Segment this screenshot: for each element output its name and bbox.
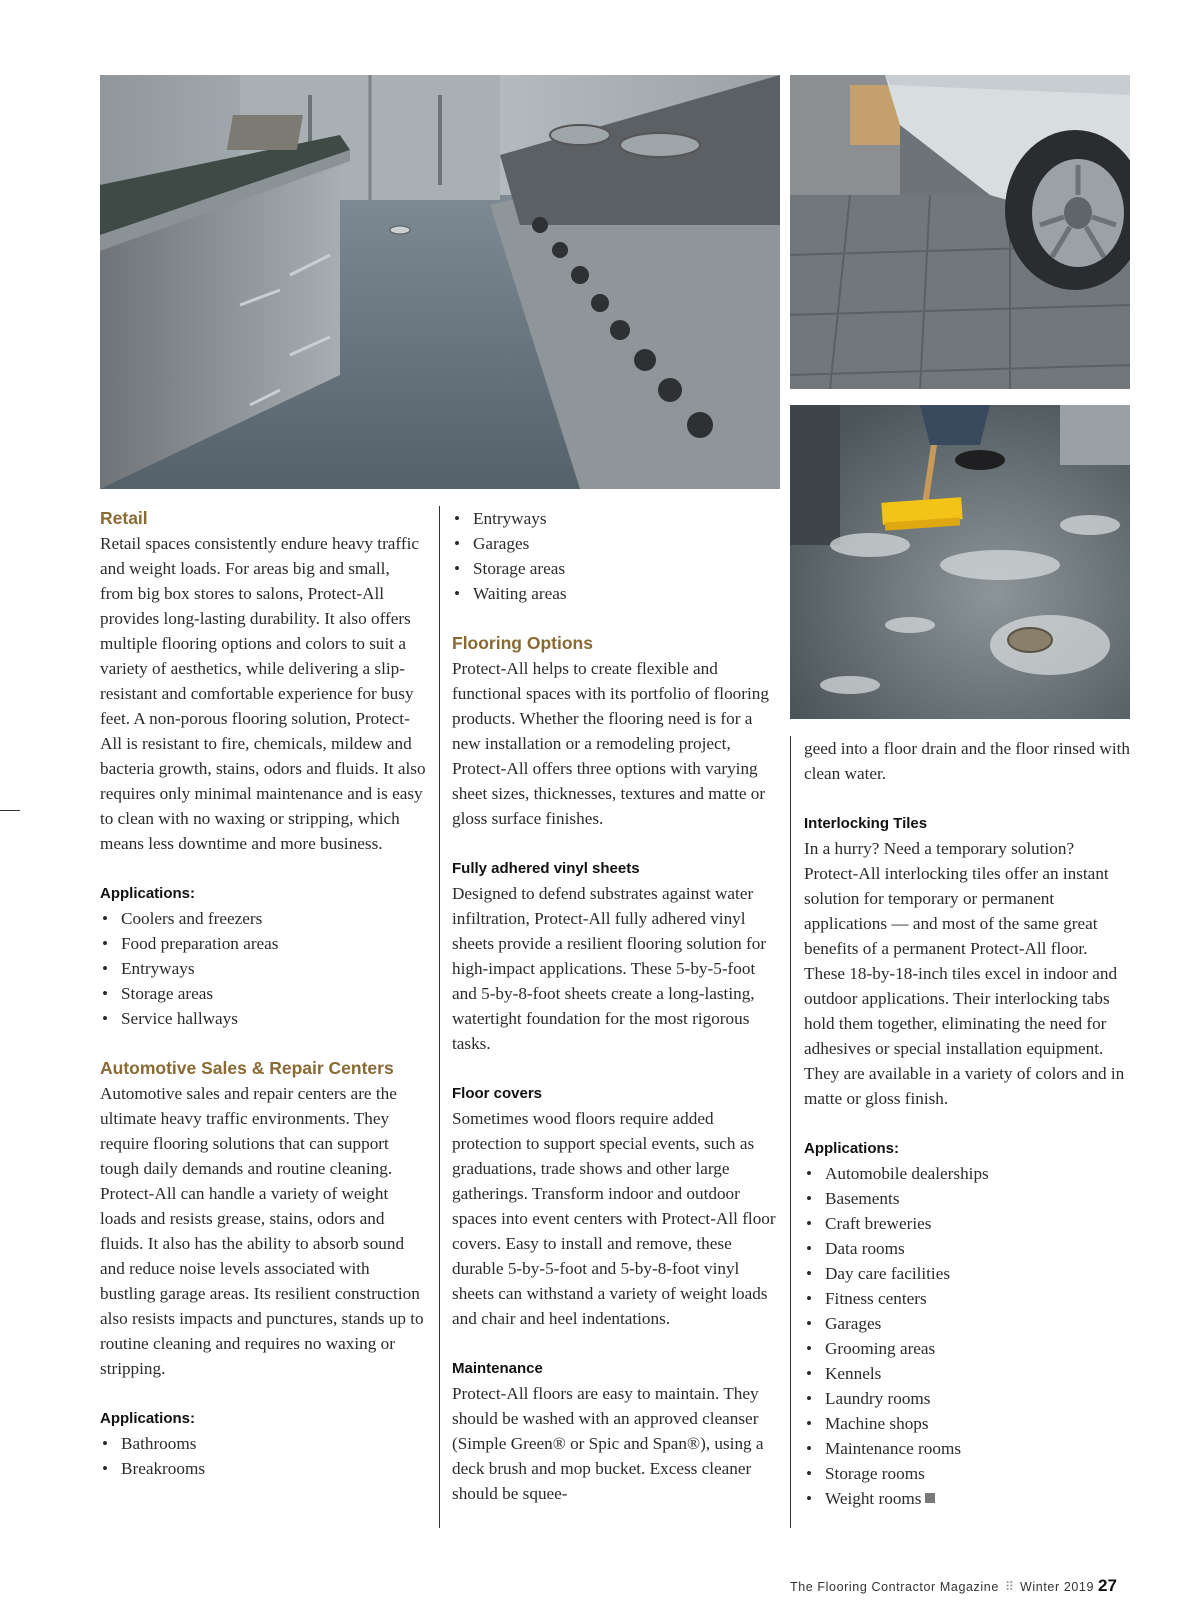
tiles-applications-list — [804, 1161, 1130, 1511]
flooring-options-heading: Flooring Options — [452, 633, 593, 653]
retail-applications-list — [100, 906, 426, 1031]
page-number: 27 — [1098, 1576, 1117, 1595]
list-item: • Entryways — [452, 506, 778, 531]
automotive-applications-heading: Applications: — [100, 1410, 196, 1427]
interlocking-tiles-body: In a hurry? Need a temporary solution? Protect-All interlocking tiles offer an instant solution for temporary or permanent applications — and most of the same great benefits of a permanent Protect-All floor. These 18-by-18-inch tiles excel in indoor and outdoor applications. Their interlocking tabs hold them together, eliminating the need for adhesives or special installation equipment. They are available in a variety of colors and in matte or gloss finish. — [804, 839, 1125, 1108]
floor-covers-heading: Floor covers — [452, 1085, 543, 1102]
automotive-applications-list — [100, 1431, 426, 1481]
retail-heading: Retail — [100, 508, 148, 528]
maintenance-body-cont: geed into a floor drain and the floor rinsed with clean water. — [804, 739, 1130, 783]
list-item: • Day care facilities — [804, 1261, 1130, 1286]
list-item: • Basements — [804, 1186, 1130, 1211]
column-2 — [452, 506, 778, 1506]
list-item: • Fitness centers — [804, 1286, 1130, 1311]
list-item: • Coolers and freezers — [100, 906, 426, 931]
list-item: • Grooming areas — [804, 1336, 1130, 1361]
list-item: • Waiting areas — [452, 581, 778, 606]
list-item: • Entryways — [100, 956, 426, 981]
list-item: • Automobile dealerships — [804, 1161, 1130, 1186]
column-rule-2 — [790, 736, 791, 1528]
flooring-options-body: Protect-All helps to create flexible and functional spaces with its portfolio of flooring products. Whether the flooring need is for a new installation or a remodeling project, Protect-All offers three options with varying sheet sizes, thicknesses, textures and matte or gloss surface finishes. — [452, 659, 769, 828]
retail-body: Retail spaces consistently endure heavy traffic and weight loads. For areas big and small, from big box stores to salons, Protect-All provides long-lasting durability. It also offers multiple flooring options and colors to suit a variety of aesthetics, while delivering a slip-resistant and comfortable experience for busy feet. A non-porous flooring solution, Protect-All is resistant to fire, chemicals, mildew and bacteria growth, stains, odors and fluids. It also requires only minimal maintenance and is easy to clean with no waxing or stripping, which means less downtime and more business. — [100, 534, 426, 853]
list-item: • Service hallways — [100, 1006, 426, 1031]
magazine-name: The Flooring Contractor Magazine — [790, 1580, 999, 1594]
maintenance-body: Protect-All floors are easy to maintain. They should be washed with an approved cleanser (Simple Green® or Spic and Span®), using a deck brush and mop bucket. Excess cleaner should be squee- — [452, 1384, 764, 1503]
list-item: • Bathrooms — [100, 1431, 426, 1456]
list-item: • Storage rooms — [804, 1461, 1130, 1486]
tiles-applications-heading: Applications: — [804, 1140, 900, 1157]
column-rule-1 — [439, 506, 440, 1528]
vinyl-sheets-heading: Fully adhered vinyl sheets — [452, 860, 640, 877]
list-item: • Breakrooms — [100, 1456, 426, 1481]
issue-date: Winter 2019 — [1020, 1580, 1095, 1594]
list-item: • Storage areas — [452, 556, 778, 581]
list-item: • Garages — [452, 531, 778, 556]
list-item: • Data rooms — [804, 1236, 1130, 1261]
list-item: • Craft breweries — [804, 1211, 1130, 1236]
kitchen-photo — [100, 75, 780, 489]
list-item: • Food preparation areas — [100, 931, 426, 956]
automotive-applications-list-cont — [452, 506, 778, 606]
mopping-floor-photo — [790, 405, 1130, 719]
list-item: • Garages — [804, 1311, 1130, 1336]
list-item: • Kennels — [804, 1361, 1130, 1386]
maintenance-heading: Maintenance — [452, 1360, 543, 1377]
floor-covers-body: Sometimes wood floors require added protection to support special events, such as graduations, trade shows and other large gatherings. Transform indoor and outdoor spaces into event centers with Protect-All floor covers. Easy to install and remove, these durable 5-by-5-foot and 5-by-8-foot vinyl sheets can withstand a variety of weight loads and chair and heel indentations. — [452, 1109, 776, 1328]
vinyl-sheets-body: Designed to defend substrates against water infiltration, Protect-All fully adhered vinyl sheets provide a resilient flooring solution for high-impact applications. These 5-by-5-foot and 5-by-8-foot sheets create a long-lasting, watertight foundation for the most rigorous tasks. — [452, 884, 767, 1053]
automotive-body: Automotive sales and repair centers are the ultimate heavy traffic environments. They require flooring solutions that can support tough daily demands and routine cleaning. Protect-All can handle a variety of weight loads and resists grease, stains, odors and fluids. It also has the ability to absorb sound and reduce noise levels associated with bustling garage areas. Its resilient construction also resists impacts and punctures, stands up to routine cleaning and requires no waxing or stripping. — [100, 1084, 424, 1378]
column-1 — [100, 506, 426, 1481]
column-3 — [804, 736, 1130, 1511]
list-item: • Storage areas — [100, 981, 426, 1006]
retail-applications-heading: Applications: — [100, 885, 196, 902]
interlocking-tiles-heading: Interlocking Tiles — [804, 815, 928, 832]
truck-tile-photo — [790, 75, 1130, 389]
list-item: • Machine shops — [804, 1411, 1130, 1436]
separator-dots-icon: ⠿ — [1004, 1580, 1015, 1594]
end-of-article-mark — [925, 1493, 935, 1503]
automotive-heading: Automotive Sales & Repair Centers — [100, 1058, 394, 1078]
list-item-text: Weight rooms — [825, 1489, 922, 1508]
list-item: • Laundry rooms — [804, 1386, 1130, 1411]
list-item: • Maintenance rooms — [804, 1436, 1130, 1461]
list-item-last — [804, 1486, 1130, 1511]
page-footer — [790, 1576, 1174, 1600]
margin-tick — [0, 810, 20, 811]
